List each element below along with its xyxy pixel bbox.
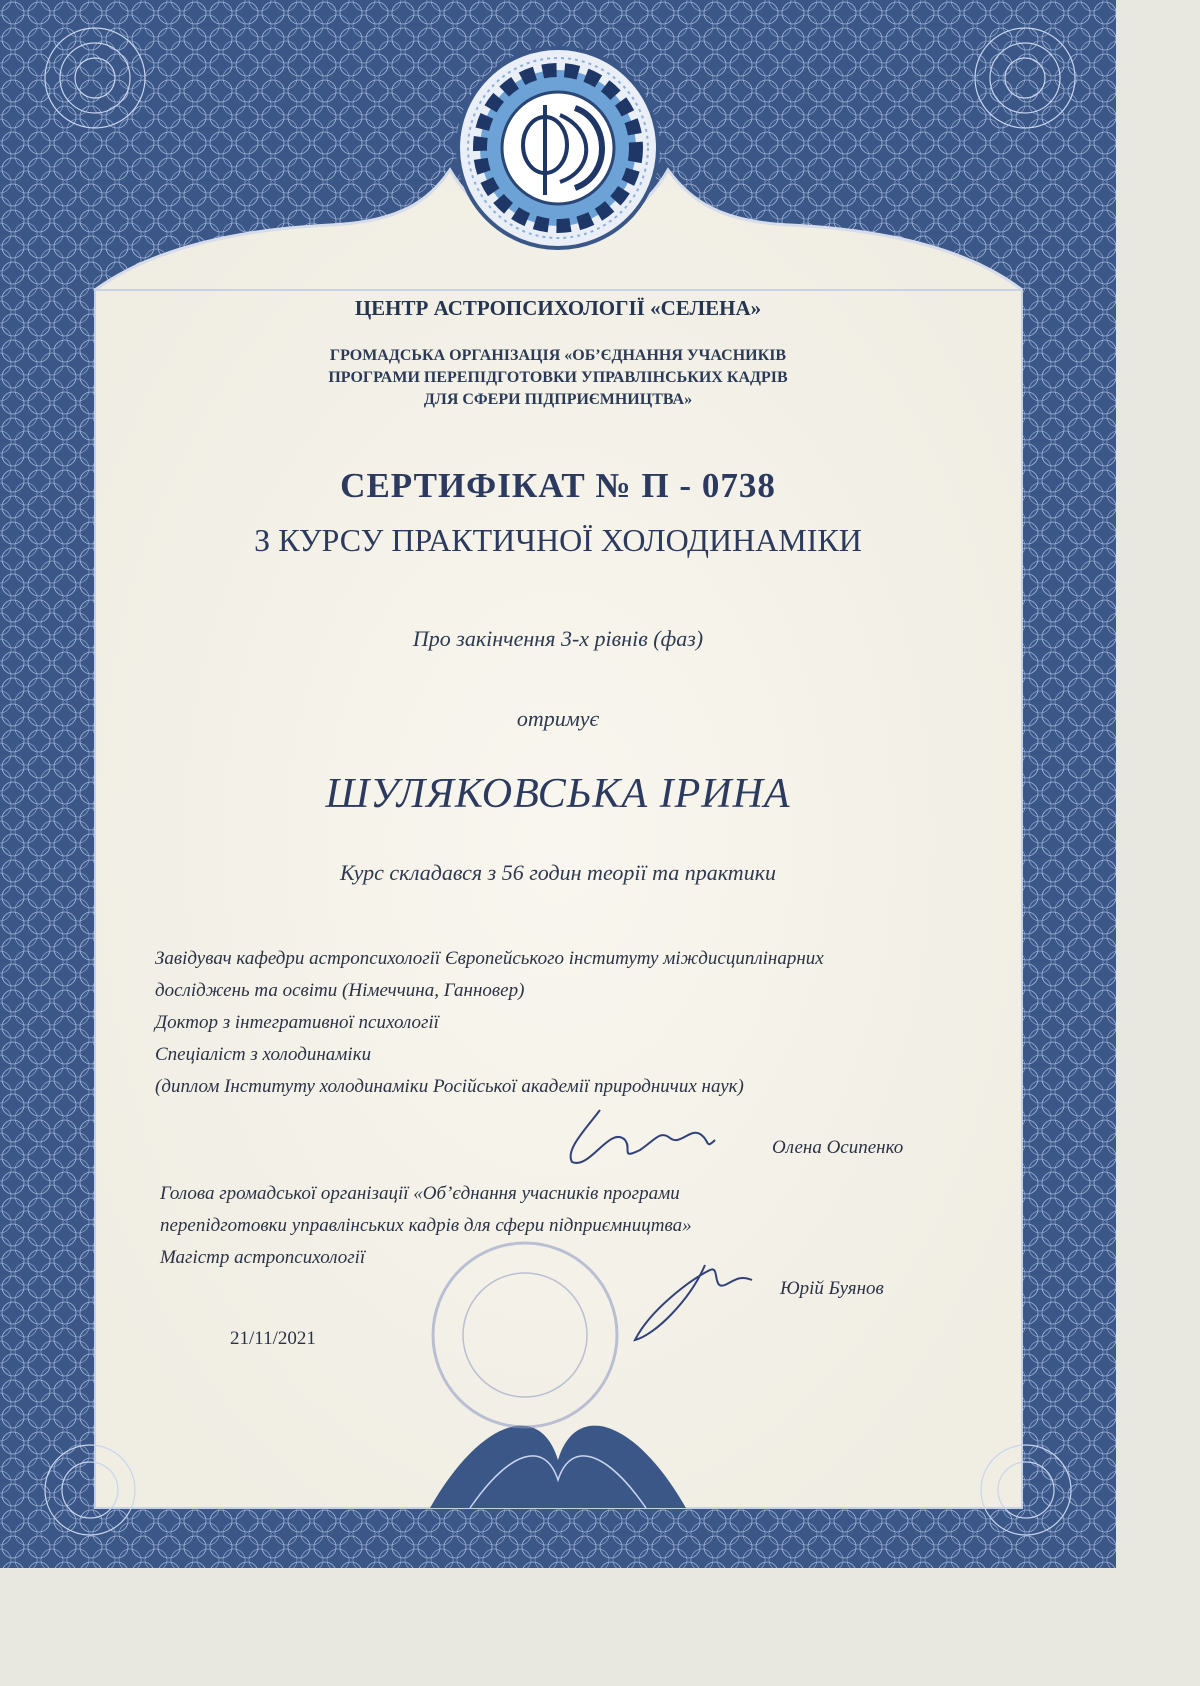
signatory1-line: Доктор з інтегративної психології	[155, 1012, 439, 1033]
signatory2-line: Голова громадської організації «Об’єднання учасників програми	[160, 1183, 680, 1204]
signatory1-line: досліджень та освіти (Німеччина, Ганновер)	[155, 980, 525, 1001]
certificate-number: СЕРТИФІКАТ № П - 0738	[340, 466, 776, 505]
signatory2-line: перепідготовки управлінських кадрів для сфери підприємництва»	[160, 1215, 692, 1236]
signatory2-name: Юрій Буянов	[780, 1278, 884, 1299]
course-title: З КУРСУ ПРАКТИЧНОЇ ХОЛОДИНАМІКИ	[254, 522, 862, 558]
issue-date: 21/11/2021	[230, 1328, 316, 1349]
signatory2-line: Магістр астропсихології	[160, 1247, 366, 1268]
public-organization-title	[0, 345, 1116, 411]
org-line: ДЛЯ СФЕРИ ПІДПРИЄМНИЦТВА»	[423, 391, 693, 408]
center-name: ЦЕНТР АСТРОПСИХОЛОГІЇ «СЕЛЕНА»	[354, 296, 762, 320]
signatory1-line: (диплом Інституту холодинаміки Російської академії природничих наук)	[155, 1076, 744, 1097]
signatory1-line: Завідувач кафедри астропсихології Європейського інституту міждисциплінарних	[155, 948, 824, 969]
selena-logo-icon	[458, 48, 658, 248]
signatory1-line: Спеціаліст з холодинаміки	[155, 1044, 372, 1065]
recipient-name: ШУЛЯКОВСЬКА ІРИНА	[325, 771, 791, 817]
org-line: ГРОМАДСЬКА ОРГАНІЗАЦІЯ «ОБ’ЄДНАННЯ УЧАСНИКІВ	[329, 347, 787, 364]
signatory1-name: Олена Осипенко	[772, 1137, 904, 1158]
completion-text: Про закінчення 3-х рівнів (фаз)	[412, 626, 704, 651]
org-line: ПРОГРАМИ ПЕРЕПІДГОТОВКИ УПРАВЛІНСЬКИХ КАДРІВ	[328, 369, 788, 386]
course-hours: Курс складався з 56 годин теорії та практики	[340, 860, 776, 885]
receives-text: отримує	[516, 706, 600, 731]
